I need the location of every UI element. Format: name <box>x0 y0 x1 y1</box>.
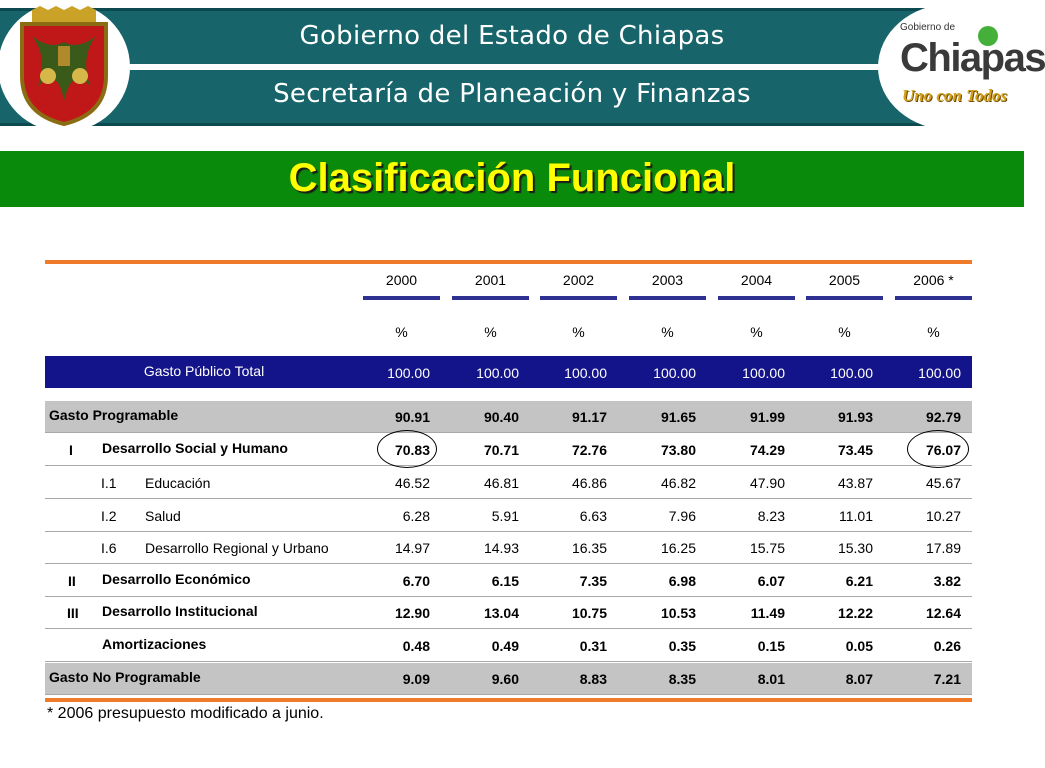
table-row <box>45 630 972 662</box>
row-label: Amortizaciones <box>102 636 207 652</box>
percent-unit: % <box>750 324 763 340</box>
row-label: Desarrollo Regional y Urbano <box>145 540 329 556</box>
row-value: 15.75 <box>749 540 785 556</box>
total-value: 100.00 <box>387 365 430 381</box>
percent-unit: % <box>395 324 408 340</box>
year-header: 2002 <box>562 272 595 288</box>
highlight-circle-2000 <box>377 430 437 468</box>
row-value: 43.87 <box>837 475 873 491</box>
page-title: Clasificación Funcional <box>288 156 736 200</box>
row-value: 47.90 <box>749 475 785 491</box>
percent-unit: % <box>572 324 585 340</box>
row-value: 8.83 <box>579 671 607 687</box>
row-value: 12.64 <box>925 605 961 621</box>
percent-unit: % <box>484 324 497 340</box>
row-code: I.2 <box>101 508 117 524</box>
footnote: * 2006 presupuesto modificado a junio. <box>47 705 324 722</box>
row-value: 0.35 <box>668 638 696 654</box>
row-value: 5.91 <box>491 508 519 524</box>
row-value: 70.83 <box>394 442 430 458</box>
row-value: 8.07 <box>845 671 873 687</box>
chiapas-coat-of-arms-icon <box>18 6 110 126</box>
table-row <box>45 500 972 532</box>
row-value: 91.99 <box>749 409 785 425</box>
year-header: 2004 <box>740 272 773 288</box>
year-underline <box>452 296 529 300</box>
row-value: 8.35 <box>668 671 696 687</box>
row-label: Desarrollo Social y Humano <box>102 440 288 456</box>
highlight-circle-2006 <box>907 430 969 468</box>
row-value: 6.28 <box>402 508 430 524</box>
row-value: 0.48 <box>402 638 430 654</box>
row-value: 74.29 <box>749 442 785 458</box>
row-value: 7.21 <box>933 671 961 687</box>
row-value: 91.17 <box>571 409 607 425</box>
logo-small-text: Gobierno de <box>900 22 956 33</box>
total-value: 100.00 <box>564 365 607 381</box>
row-value: 17.89 <box>925 540 961 556</box>
table-row <box>45 467 972 499</box>
total-value: 100.00 <box>830 365 873 381</box>
row-value: 6.63 <box>579 508 607 524</box>
row-value: 7.35 <box>579 573 607 589</box>
row-label: Salud <box>145 508 181 524</box>
row-value: 10.53 <box>660 605 696 621</box>
percent-unit: % <box>927 324 940 340</box>
row-value: 11.01 <box>839 508 873 524</box>
row-value: 45.67 <box>925 475 961 491</box>
row-label: Gasto No Programable <box>49 669 201 685</box>
total-value: 100.00 <box>918 365 961 381</box>
year-underline <box>806 296 883 300</box>
total-value: 100.00 <box>742 365 785 381</box>
year-header: 2000 <box>385 272 418 288</box>
row-value: 9.60 <box>491 671 519 687</box>
year-header: 2003 <box>651 272 684 288</box>
row-value: 16.25 <box>660 540 696 556</box>
total-row-label: Gasto Público Total <box>143 363 265 379</box>
row-value: 6.07 <box>757 573 785 589</box>
year-header: 2001 <box>474 272 507 288</box>
row-code: I.6 <box>101 540 117 556</box>
row-label: Desarrollo Económico <box>102 571 251 587</box>
row-value: 90.40 <box>483 409 519 425</box>
row-value: 76.07 <box>925 442 961 458</box>
row-label: Educación <box>145 475 211 491</box>
table-row <box>45 565 972 597</box>
row-value: 46.82 <box>660 475 696 491</box>
row-value: 0.26 <box>933 638 961 654</box>
year-underline <box>363 296 440 300</box>
row-value: 16.35 <box>571 540 607 556</box>
row-value: 6.70 <box>402 573 430 589</box>
table-top-rule <box>45 260 972 264</box>
table-row <box>45 663 972 695</box>
row-roman-numeral: I <box>69 442 73 458</box>
table-bottom-rule <box>45 698 972 702</box>
row-value: 0.05 <box>845 638 873 654</box>
row-value: 92.79 <box>925 409 961 425</box>
table-row <box>45 401 972 433</box>
row-code: I.1 <box>101 475 117 491</box>
row-value: 70.71 <box>483 442 519 458</box>
row-value: 6.21 <box>845 573 873 589</box>
year-underline <box>540 296 617 300</box>
table-row <box>45 532 972 564</box>
table-row <box>45 434 972 466</box>
row-value: 90.91 <box>394 409 430 425</box>
title-bar <box>0 151 1024 207</box>
row-value: 0.49 <box>491 638 519 654</box>
secretariat-name: Secretaría de Planeación y Finanzas <box>273 79 751 109</box>
row-value: 46.52 <box>394 475 430 491</box>
row-value: 10.27 <box>925 508 961 524</box>
row-label: Desarrollo Institucional <box>102 603 258 619</box>
row-value: 3.82 <box>933 573 961 589</box>
row-value: 15.30 <box>837 540 873 556</box>
year-underline <box>895 296 972 300</box>
row-value: 91.93 <box>837 409 873 425</box>
row-value: 72.76 <box>571 442 607 458</box>
row-value: 0.15 <box>757 638 785 654</box>
percent-unit: % <box>661 324 674 340</box>
percent-unit: % <box>838 324 851 340</box>
total-value: 100.00 <box>476 365 519 381</box>
row-roman-numeral: III <box>67 605 79 621</box>
year-underline <box>629 296 706 300</box>
row-value: 0.31 <box>579 638 607 654</box>
government-name: Gobierno del Estado de Chiapas <box>299 21 725 51</box>
table-row <box>45 597 972 629</box>
year-underline <box>718 296 795 300</box>
row-value: 6.15 <box>491 573 519 589</box>
logo-big-text: Chiapas <box>900 36 1045 80</box>
row-value: 6.98 <box>668 573 696 589</box>
row-value: 73.80 <box>660 442 696 458</box>
header-divider <box>100 64 924 70</box>
year-header: 2006 * <box>913 272 954 288</box>
row-roman-numeral: II <box>68 573 76 589</box>
year-header: 2005 <box>828 272 861 288</box>
row-value: 14.93 <box>483 540 519 556</box>
row-value: 8.01 <box>757 671 785 687</box>
row-value: 12.22 <box>837 605 873 621</box>
total-value: 100.00 <box>653 365 696 381</box>
row-value: 8.23 <box>757 508 785 524</box>
header-banner <box>0 8 1024 126</box>
row-value: 14.97 <box>394 540 430 556</box>
logo-slogan: Uno con Todos <box>902 86 1008 105</box>
row-value: 46.86 <box>571 475 607 491</box>
row-label: Gasto Programable <box>49 407 179 423</box>
row-value: 12.90 <box>394 605 430 621</box>
row-value: 10.75 <box>571 605 607 621</box>
chiapas-logo <box>894 16 1045 112</box>
row-value: 13.04 <box>483 605 519 621</box>
row-value: 11.49 <box>750 605 785 621</box>
total-row <box>45 356 972 388</box>
row-value: 73.45 <box>837 442 873 458</box>
row-value: 9.09 <box>402 671 430 687</box>
row-value: 7.96 <box>668 508 696 524</box>
row-value: 46.81 <box>483 475 519 491</box>
row-value: 91.65 <box>660 409 696 425</box>
